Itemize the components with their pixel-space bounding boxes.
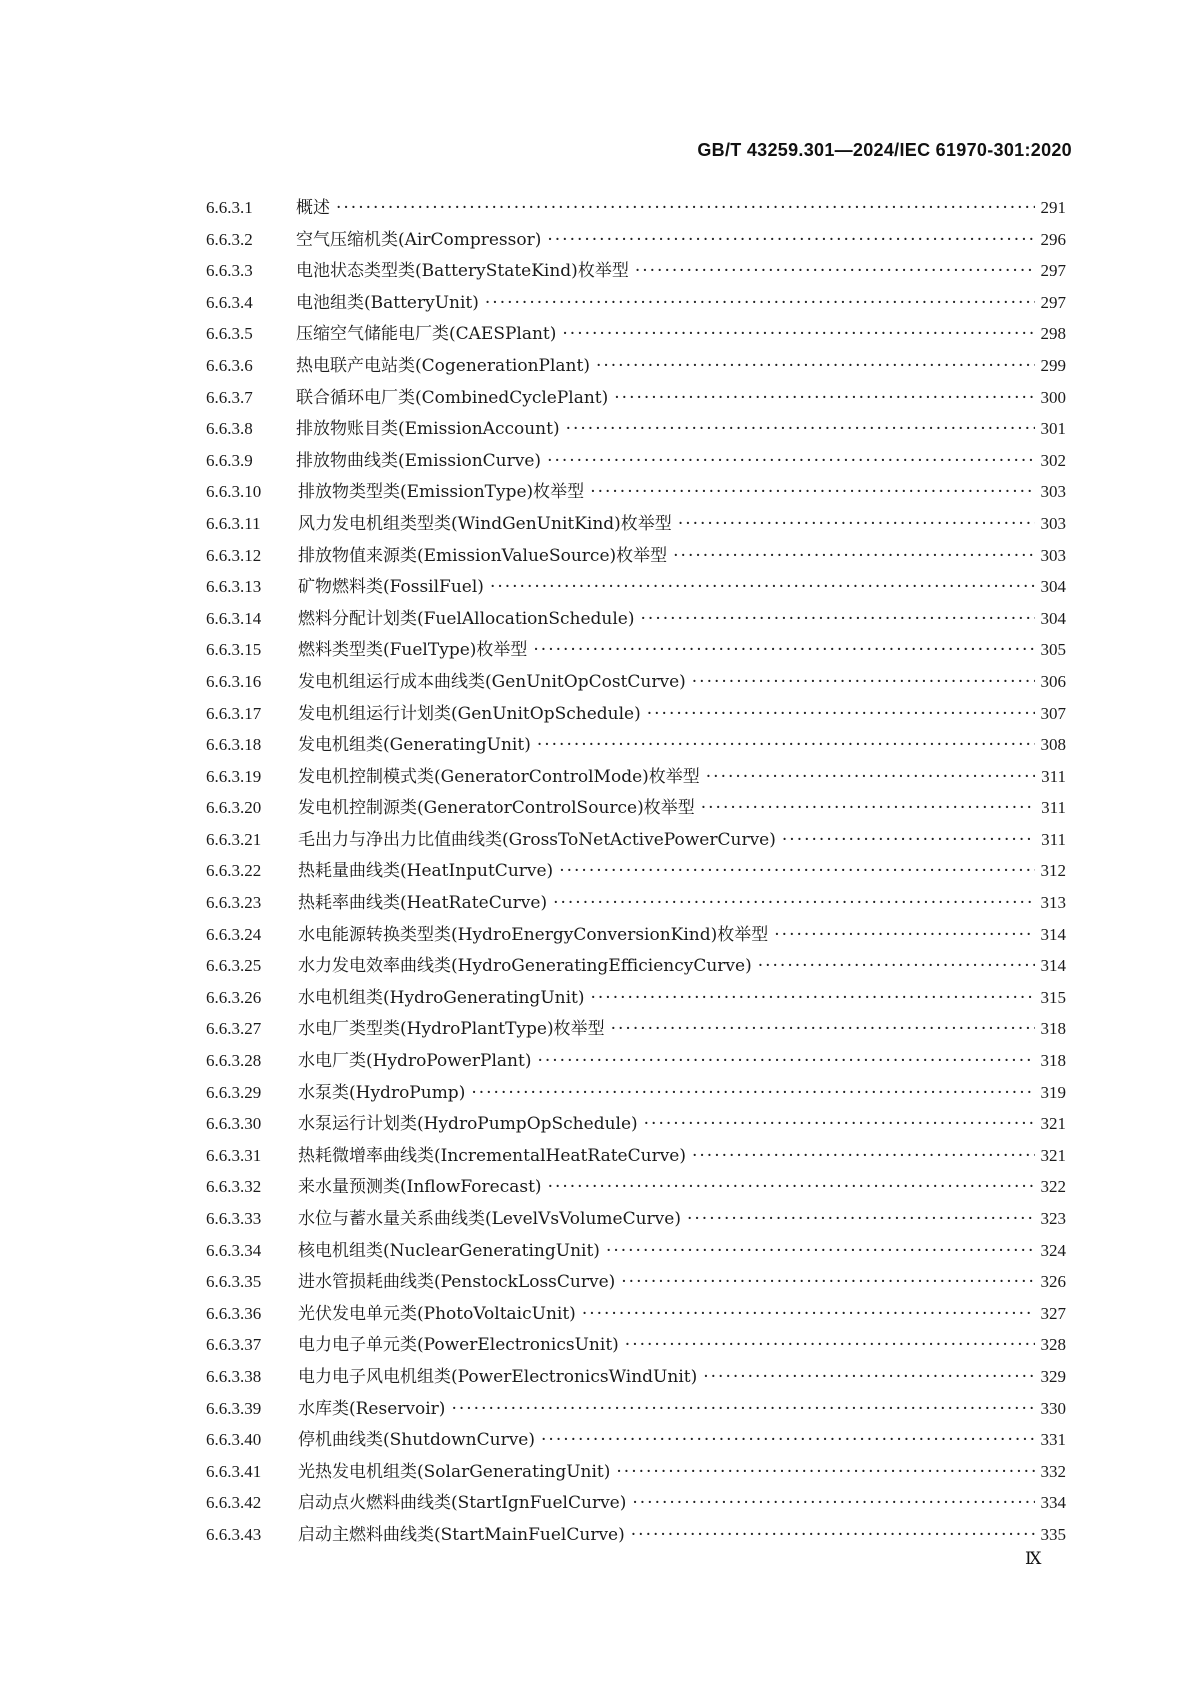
toc-entry-title: 发电机组运行计划类(GenUnitOpSchedule) bbox=[298, 703, 641, 724]
toc-entry-title: 电池组类(BatteryUnit) bbox=[296, 292, 479, 313]
toc-entry-title: 水泵运行计划类(HydroPumpOpSchedule) bbox=[298, 1114, 638, 1135]
toc-entry[interactable] bbox=[206, 762, 1066, 794]
toc-dot-leader bbox=[606, 1241, 1035, 1261]
toc-dot-leader bbox=[692, 1146, 1035, 1166]
toc-entry-title: 水位与蓄水量关系曲线类(LevelVsVolumeCurve) bbox=[298, 1209, 681, 1229]
toc-entry[interactable] bbox=[206, 1425, 1066, 1457]
toc-dot-leader bbox=[537, 1051, 1034, 1071]
toc-entry-page: 301 bbox=[1040, 419, 1066, 439]
toc-entry-title: 毛出力与净出力比值曲线类(GrossToNetActivePowerCurve) bbox=[298, 829, 776, 850]
toc-entry[interactable] bbox=[206, 635, 1066, 667]
toc-entry-title: 核电机组类(NuclearGeneratingUnit) bbox=[298, 1240, 600, 1261]
toc-entry-page: 311 bbox=[1041, 829, 1066, 849]
toc-entry-page: 308 bbox=[1040, 735, 1066, 755]
toc-entry-title: 热耗微增率曲线类(IncrementalHeatRateCurve) bbox=[298, 1145, 686, 1166]
toc-entry-page: 327 bbox=[1040, 1303, 1066, 1323]
toc-entry-page: 332 bbox=[1040, 1461, 1066, 1481]
toc-entry-number: 6.6.3.40 bbox=[206, 1430, 262, 1450]
toc-entry-title: 光热发电机组类(SolarGeneratingUnit) bbox=[298, 1461, 611, 1482]
toc-entry[interactable] bbox=[206, 1014, 1066, 1046]
toc-entry[interactable] bbox=[206, 446, 1066, 478]
toc-entry-page: 299 bbox=[1040, 355, 1066, 375]
toc-entry-title: 水泵类(HydroPump) bbox=[298, 1082, 466, 1103]
toc-entry[interactable] bbox=[206, 667, 1066, 699]
toc-entry-page: 314 bbox=[1040, 924, 1066, 944]
toc-dot-leader bbox=[541, 1430, 1034, 1450]
toc-entry-title: 水电机组类(HydroGeneratingUnit) bbox=[298, 987, 585, 1008]
toc-dot-leader bbox=[635, 261, 1035, 281]
toc-entry-number: 6.6.3.5 bbox=[206, 324, 253, 344]
toc-entry[interactable] bbox=[206, 699, 1066, 731]
toc-dot-leader bbox=[673, 546, 1034, 566]
toc-entry-title: 压缩空气储能电厂类(CAESPlant) bbox=[296, 324, 557, 345]
toc-entry[interactable] bbox=[206, 351, 1066, 383]
toc-entry-page: 329 bbox=[1040, 1366, 1066, 1386]
toc-entry-number: 6.6.3.39 bbox=[206, 1398, 262, 1418]
toc-entry[interactable] bbox=[206, 793, 1066, 825]
toc-entry-page: 300 bbox=[1040, 387, 1066, 407]
toc-entry-title: 概述 bbox=[296, 198, 330, 218]
toc-entry[interactable] bbox=[206, 383, 1066, 415]
toc-entry-number: 6.6.3.32 bbox=[206, 1177, 262, 1197]
toc-dot-leader bbox=[614, 388, 1034, 408]
toc-entry-title: 发电机组运行成本曲线类(GenUnitOpCostCurve) bbox=[298, 671, 686, 692]
toc-entry[interactable] bbox=[206, 541, 1066, 573]
toc-entry-number: 6.6.3.18 bbox=[206, 735, 262, 755]
toc-entry-title: 水力发电效率曲线类(HydroGeneratingEfficiencyCurve) bbox=[298, 956, 752, 977]
toc-dot-leader bbox=[547, 230, 1034, 250]
toc-entry-number: 6.6.3.24 bbox=[206, 924, 262, 944]
toc-entry-page: 291 bbox=[1040, 198, 1066, 217]
toc-entry-title: 空气压缩机类(AirCompressor) bbox=[296, 229, 542, 250]
toc-entry[interactable] bbox=[206, 856, 1066, 888]
toc-entry-number: 6.6.3.41 bbox=[206, 1461, 262, 1481]
toc-entry-title: 电力电子单元类(PowerElectronicsUnit) bbox=[298, 1335, 619, 1356]
toc-entry-page: 304 bbox=[1040, 577, 1066, 597]
toc-dot-leader bbox=[701, 798, 1035, 818]
toc-entry-number: 6.6.3.8 bbox=[206, 419, 253, 439]
toc-dot-leader bbox=[631, 1525, 1035, 1545]
toc-entry-number: 6.6.3.15 bbox=[206, 640, 262, 660]
toc-entry[interactable] bbox=[206, 825, 1066, 857]
toc-entry[interactable] bbox=[206, 1330, 1066, 1362]
toc-dot-leader bbox=[533, 640, 1034, 660]
toc-dot-leader bbox=[562, 324, 1034, 344]
toc-entry-page: 324 bbox=[1040, 1240, 1066, 1260]
toc-dot-leader bbox=[678, 514, 1035, 534]
toc-entry[interactable] bbox=[206, 920, 1066, 952]
toc-entry-title: 来水量预测类(InflowForecast) bbox=[298, 1177, 542, 1198]
toc-entry-title: 热电联产电站类(CogenerationPlant) bbox=[296, 355, 590, 376]
toc-dot-leader bbox=[559, 861, 1034, 881]
toc-entry-page: 331 bbox=[1040, 1430, 1066, 1450]
toc-entry-number: 6.6.3.2 bbox=[206, 229, 253, 249]
toc-entry-number: 6.6.3.27 bbox=[206, 1019, 262, 1039]
toc-entry-title: 水电能源转换类型类(HydroEnergyConversionKind)枚举型 bbox=[298, 924, 769, 945]
toc-entry[interactable] bbox=[206, 319, 1066, 351]
toc-entry[interactable] bbox=[206, 888, 1066, 920]
toc-entry-page: 321 bbox=[1040, 1114, 1066, 1134]
toc-entry-title: 停机曲线类(ShutdownCurve) bbox=[298, 1430, 536, 1451]
toc-entry-title: 发电机控制源类(GeneratorControlSource)枚举型 bbox=[298, 798, 695, 819]
toc-entry-number: 6.6.3.17 bbox=[206, 703, 262, 723]
toc-entry-page: 318 bbox=[1040, 1051, 1066, 1071]
toc-entry[interactable] bbox=[206, 288, 1066, 320]
toc-entry-title: 发电机组类(GeneratingUnit) bbox=[298, 735, 531, 756]
toc-dot-leader bbox=[644, 1114, 1035, 1134]
toc-entry[interactable] bbox=[206, 1141, 1066, 1173]
toc-entry-page: 303 bbox=[1040, 513, 1066, 533]
toc-entry[interactable] bbox=[206, 256, 1066, 288]
toc-dot-leader bbox=[706, 767, 1035, 787]
toc-entry-number: 6.6.3.4 bbox=[206, 292, 253, 312]
toc-entry-title: 电力电子风电机组类(PowerElectronicsWindUnit) bbox=[298, 1366, 698, 1387]
toc-entry-number: 6.6.3.29 bbox=[206, 1082, 262, 1102]
toc-dot-leader bbox=[641, 609, 1035, 629]
toc-entry[interactable] bbox=[206, 414, 1066, 446]
toc-entry-page: 321 bbox=[1040, 1145, 1066, 1165]
toc-entry[interactable] bbox=[206, 1172, 1066, 1204]
toc-entry-number: 6.6.3.31 bbox=[206, 1145, 262, 1165]
toc-entry-title: 热耗量曲线类(HeatInputCurve) bbox=[298, 861, 554, 882]
toc-entry-page: 297 bbox=[1040, 261, 1066, 281]
page-number: Ⅸ bbox=[1025, 1549, 1042, 1568]
toc-entry-number: 6.6.3.33 bbox=[206, 1209, 262, 1228]
toc-entry[interactable] bbox=[206, 509, 1066, 541]
table-of-contents bbox=[206, 193, 1066, 1552]
toc-entry-number: 6.6.3.35 bbox=[206, 1272, 262, 1292]
toc-entry-title: 光伏发电单元类(PhotoVoltaicUnit) bbox=[298, 1303, 576, 1324]
standard-code-header: GB/T 43259.301—2024/IEC 61970-301:2020 bbox=[697, 140, 1072, 160]
toc-entry[interactable] bbox=[206, 572, 1066, 604]
toc-entry-number: 6.6.3.12 bbox=[206, 545, 262, 565]
toc-entry-page: 322 bbox=[1040, 1177, 1066, 1197]
toc-dot-leader bbox=[537, 735, 1035, 755]
toc-entry-number: 6.6.3.43 bbox=[206, 1524, 262, 1544]
toc-entry-page: 306 bbox=[1040, 671, 1066, 691]
toc-entry-page: 305 bbox=[1040, 640, 1066, 660]
toc-dot-leader bbox=[591, 988, 1035, 1008]
toc-entry-title: 燃料类型类(FuelType)枚举型 bbox=[298, 640, 528, 661]
toc-entry-page: 312 bbox=[1040, 861, 1066, 881]
toc-entry-number: 6.6.3.16 bbox=[206, 671, 262, 691]
toc-dot-leader bbox=[336, 198, 1035, 218]
toc-entry-number: 6.6.3.30 bbox=[206, 1114, 262, 1134]
toc-entry-title: 水库类(Reservoir) bbox=[298, 1398, 446, 1419]
toc-dot-leader bbox=[621, 1272, 1034, 1292]
toc-entry-page: 307 bbox=[1040, 703, 1066, 723]
toc-entry[interactable] bbox=[206, 1299, 1066, 1331]
toc-entry-page: 303 bbox=[1040, 482, 1066, 502]
toc-entry-title: 水电厂类(HydroPowerPlant) bbox=[298, 1051, 532, 1072]
toc-entry-page: 323 bbox=[1040, 1209, 1066, 1228]
toc-entry-page: 326 bbox=[1040, 1272, 1066, 1292]
toc-entry-number: 6.6.3.37 bbox=[206, 1335, 262, 1355]
toc-entry[interactable] bbox=[206, 1204, 1066, 1236]
toc-entry-title: 排放物值来源类(EmissionValueSource)枚举型 bbox=[298, 545, 668, 566]
toc-dot-leader bbox=[647, 704, 1035, 724]
toc-entry-title: 燃料分配计划类(FuelAllocationSchedule) bbox=[298, 608, 635, 629]
toc-dot-leader bbox=[485, 293, 1035, 313]
toc-entry-number: 6.6.3.6 bbox=[206, 355, 253, 375]
toc-entry[interactable] bbox=[206, 1394, 1066, 1426]
toc-entry[interactable] bbox=[206, 1236, 1066, 1268]
toc-entry[interactable] bbox=[206, 1078, 1066, 1110]
toc-entry-page: 304 bbox=[1040, 608, 1066, 628]
toc-entry-number: 6.6.3.19 bbox=[206, 766, 262, 786]
toc-entry-title: 排放物账目类(EmissionAccount) bbox=[296, 419, 560, 440]
toc-entry-page: 303 bbox=[1040, 545, 1066, 565]
toc-entry-page: 315 bbox=[1040, 987, 1066, 1007]
toc-entry-title: 风力发电机组类型类(WindGenUnitKind)枚举型 bbox=[298, 513, 672, 534]
toc-entry-title: 排放物类型类(EmissionType)枚举型 bbox=[298, 482, 585, 503]
toc-dot-leader bbox=[451, 1399, 1034, 1419]
toc-entry-page: 311 bbox=[1041, 798, 1066, 818]
toc-entry-page: 302 bbox=[1040, 450, 1066, 470]
toc-entry-number: 6.6.3.25 bbox=[206, 956, 262, 976]
toc-dot-leader bbox=[471, 1083, 1034, 1103]
toc-dot-leader bbox=[758, 956, 1035, 976]
toc-entry-page: 330 bbox=[1040, 1398, 1066, 1418]
toc-entry-number: 6.6.3.28 bbox=[206, 1051, 262, 1071]
toc-entry[interactable] bbox=[206, 1520, 1066, 1552]
toc-entry-title: 水电厂类型类(HydroPlantType)枚举型 bbox=[298, 1019, 605, 1040]
toc-entry[interactable] bbox=[206, 730, 1066, 762]
toc-dot-leader bbox=[566, 419, 1035, 439]
toc-entry-page: 335 bbox=[1040, 1524, 1066, 1544]
toc-entry-title: 联合循环电厂类(CombinedCyclePlant) bbox=[296, 387, 609, 408]
toc-entry-number: 6.6.3.34 bbox=[206, 1240, 262, 1260]
toc-entry-page: 318 bbox=[1040, 1019, 1066, 1039]
toc-entry-number: 6.6.3.1 bbox=[206, 198, 253, 217]
toc-entry[interactable] bbox=[206, 1362, 1066, 1394]
toc-dot-leader bbox=[782, 830, 1035, 850]
toc-entry-number: 6.6.3.26 bbox=[206, 987, 262, 1007]
toc-entry[interactable] bbox=[206, 1457, 1066, 1489]
toc-entry-number: 6.6.3.42 bbox=[206, 1493, 262, 1513]
toc-entry-page: 334 bbox=[1040, 1493, 1066, 1513]
toc-dot-leader bbox=[616, 1462, 1034, 1482]
toc-dot-leader bbox=[596, 356, 1035, 376]
toc-dot-leader bbox=[490, 577, 1035, 597]
toc-entry[interactable] bbox=[206, 604, 1066, 636]
toc-entry-number: 6.6.3.22 bbox=[206, 861, 262, 881]
toc-entry-page: 297 bbox=[1040, 292, 1066, 312]
toc-dot-leader bbox=[590, 482, 1034, 502]
toc-dot-leader bbox=[774, 925, 1034, 945]
toc-entry[interactable] bbox=[206, 1488, 1066, 1520]
toc-entry-page: 314 bbox=[1040, 956, 1066, 976]
toc-entry-page: 319 bbox=[1040, 1082, 1066, 1102]
toc-entry[interactable] bbox=[206, 193, 1066, 225]
toc-entry-title: 电池状态类型类(BatteryStateKind)枚举型 bbox=[296, 261, 629, 282]
toc-dot-leader bbox=[547, 451, 1034, 471]
toc-entry-page: 313 bbox=[1040, 893, 1066, 913]
toc-entry-number: 6.6.3.13 bbox=[206, 577, 262, 597]
toc-entry[interactable] bbox=[206, 951, 1066, 983]
toc-entry-number: 6.6.3.36 bbox=[206, 1303, 262, 1323]
toc-entry-title: 启动主燃料曲线类(StartMainFuelCurve) bbox=[298, 1524, 625, 1545]
toc-entry[interactable] bbox=[206, 1046, 1066, 1078]
toc-entry-title: 进水管损耗曲线类(PenstockLossCurve) bbox=[298, 1272, 616, 1293]
toc-entry-number: 6.6.3.9 bbox=[206, 450, 253, 470]
toc-entry-page: 328 bbox=[1040, 1335, 1066, 1355]
toc-entry-page: 311 bbox=[1041, 766, 1066, 786]
toc-entry-title: 热耗率曲线类(HeatRateCurve) bbox=[298, 893, 548, 914]
toc-dot-leader bbox=[582, 1304, 1035, 1324]
toc-entry-number: 6.6.3.20 bbox=[206, 798, 262, 818]
toc-entry-title: 启动点火燃料曲线类(StartIgnFuelCurve) bbox=[298, 1493, 627, 1514]
toc-dot-leader bbox=[703, 1367, 1034, 1387]
toc-entry-page: 298 bbox=[1040, 324, 1066, 344]
toc-entry-title: 发电机控制模式类(GeneratorControlMode)枚举型 bbox=[298, 766, 700, 787]
toc-entry-number: 6.6.3.10 bbox=[206, 482, 262, 502]
toc-entry-number: 6.6.3.14 bbox=[206, 608, 262, 628]
toc-entry-title: 矿物燃料类(FossilFuel) bbox=[298, 577, 484, 598]
toc-entry[interactable] bbox=[206, 477, 1066, 509]
toc-entry-number: 6.6.3.11 bbox=[206, 513, 261, 533]
toc-entry-number: 6.6.3.23 bbox=[206, 893, 262, 913]
toc-entry-title: 排放物曲线类(EmissionCurve) bbox=[296, 450, 542, 471]
toc-dot-leader bbox=[625, 1335, 1035, 1355]
toc-dot-leader bbox=[548, 1177, 1035, 1197]
toc-dot-leader bbox=[687, 1209, 1035, 1229]
toc-dot-leader bbox=[553, 893, 1034, 913]
toc-entry-number: 6.6.3.38 bbox=[206, 1366, 262, 1386]
toc-dot-leader bbox=[611, 1019, 1035, 1039]
toc-entry-number: 6.6.3.21 bbox=[206, 829, 262, 849]
toc-entry[interactable] bbox=[206, 225, 1066, 257]
toc-entry-number: 6.6.3.3 bbox=[206, 261, 253, 281]
toc-entry-page: 296 bbox=[1040, 229, 1066, 249]
toc-entry[interactable] bbox=[206, 1267, 1066, 1299]
toc-entry[interactable] bbox=[206, 983, 1066, 1015]
toc-entry-number: 6.6.3.7 bbox=[206, 387, 253, 407]
toc-dot-leader bbox=[632, 1493, 1034, 1513]
toc-dot-leader bbox=[692, 672, 1035, 692]
toc-entry[interactable] bbox=[206, 1109, 1066, 1141]
